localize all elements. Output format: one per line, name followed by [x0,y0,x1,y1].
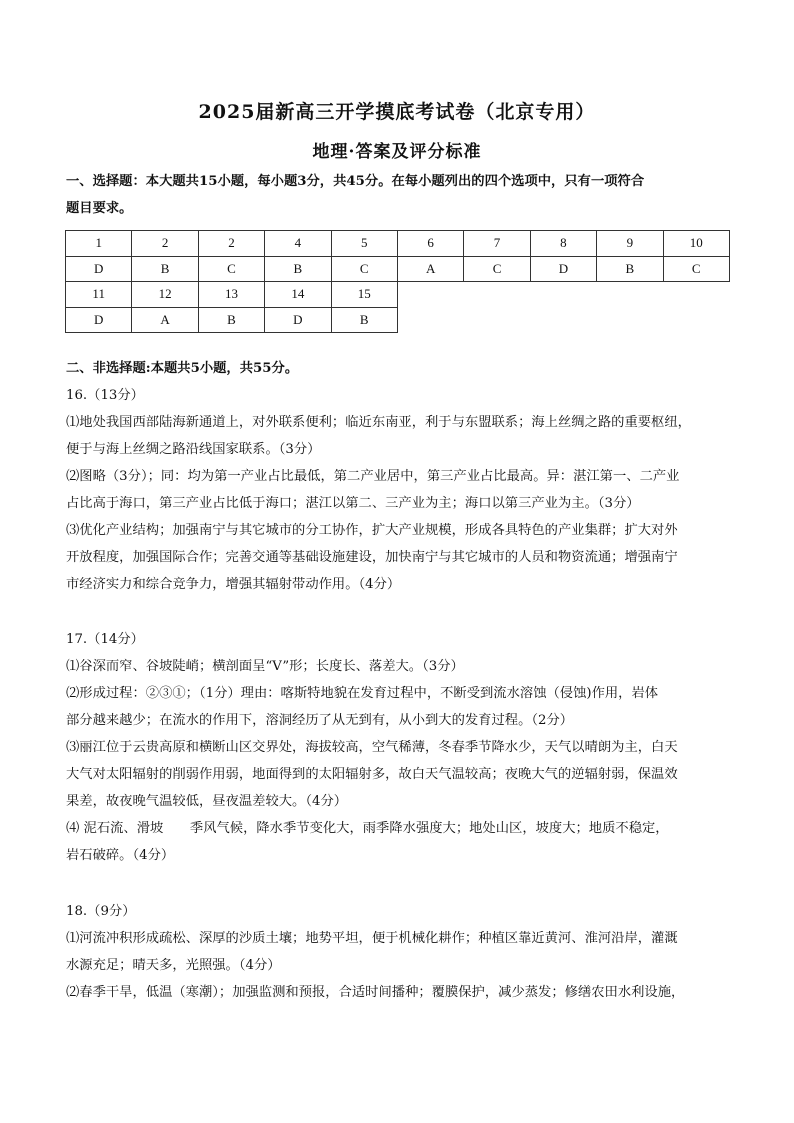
empty-cell [530,282,596,308]
answer-line: 开放程度，加强国际合作；完善交通等基础设施建设，加快南宁与其它城市的人员和物资流通；增强南宁 [66,550,678,565]
answer-cell: A [132,307,198,333]
question-number-cell: 15 [331,282,397,308]
answer-cell: B [265,256,331,282]
answer-cell: D [66,256,132,282]
answer-cell: B [331,307,397,333]
answer-line: 占比高于海口，第三产业占比低于海口；湛江以第二、三产业为主；海口以第三产业为主。（3分） [66,496,640,511]
question-number-cell: 5 [331,231,397,257]
question-number-cell: 11 [66,282,132,308]
answer-line: 水源充足；晴天多，光照强。（4分） [66,958,281,973]
answer-cell: C [464,256,530,282]
question-label: 16.（13分） [66,388,144,403]
answer-line: ⑶丽江位于云贵高原和横断山区交界处，海拔较高，空气稀薄，冬春季节降水少，天气以晴朗为主，白天 [66,740,678,755]
answer-line: ⑴河流冲积形成疏松、深厚的沙质土壤；地势平坦，便于机械化耕作；种植区靠近黄河、淮河沿岸，灌溉 [66,931,678,946]
answer-line: 市经济实力和综合竞争力，增强其辐射带动作用。（4分） [66,577,401,592]
answer-line: 便于与海上丝绸之路沿线国家联系。（3分） [66,442,321,457]
answer-table-number-row [66,231,730,257]
answer-line: ⑵春季干旱，低温（寒潮）；加强监测和预报，合适时间播种；覆膜保护，减少蒸发；修缮农田水利设施， [66,985,685,1000]
answer-line: 岩石破碎。（4分） [66,848,175,863]
section1-heading-line: 一、选择题：本大题共15小题，每小题3分，共45分。在每小题列出的四个选项中，只有一项符合 [66,174,645,189]
answer-line: 部分越来越少；在流水的作用下，溶洞经历了从无到有，从小到大的发育过程。（2分） [66,713,574,728]
answer-cell: C [663,256,729,282]
empty-cell [663,282,729,308]
empty-cell [663,307,729,333]
answer-line: ⑴地处我国西部陆海新通道上，对外联系便利；临近东南亚，利于与东盟联系；海上丝绸之路的重要枢纽， [66,415,691,430]
empty-cell [397,282,463,308]
page-subtitle: 地理·答案及评分标准 [312,142,482,162]
answer-cell: C [198,256,264,282]
question-label: 18.（9分） [66,904,136,919]
answer-table-answer-row [66,256,730,282]
question-number-cell: 9 [597,231,663,257]
answer-table-answer-row [66,307,730,333]
answer-line: 果差，故夜晚气温较低，昼夜温差较大。（4分） [66,794,348,809]
section1-heading [66,168,730,222]
empty-cell [397,307,463,333]
answer-cell: D [66,307,132,333]
answer-cell: D [530,256,596,282]
question-label: 17.（14分） [66,632,144,647]
answer-cell: D [265,307,331,333]
empty-cell [464,307,530,333]
answer-line: 大气对太阳辐射的削弱作用弱，地面得到的太阳辐射多，故白天气温较高；夜晚大气的逆辐射弱，保温效 [66,767,678,782]
empty-cell [464,282,530,308]
answer-cell: B [198,307,264,333]
question-number-cell: 7 [464,231,530,257]
answer-line: ⑵形成过程：②③①；（1分）理由：喀斯特地貌在发育过程中，不断受到流水溶蚀（侵蚀)作用，岩体 [66,686,659,701]
question-number-cell: 2 [132,231,198,257]
question-number-cell: 4 [265,231,331,257]
answer-line: ⑴谷深而窄、谷坡陡峭；横剖面呈“V”形；长度长、落差大。（3分） [66,659,464,674]
question-number-cell: 6 [397,231,463,257]
section2-heading: 二、非选择题:本题共5小题，共55分。 [66,361,299,376]
page-title: 2025届新高三开学摸底考试卷（北京专用） [198,101,596,123]
answer-cell: A [397,256,463,282]
empty-cell [597,307,663,333]
answer-cell: C [331,256,397,282]
question-17 [66,626,730,869]
question-number-cell: 2 [198,231,264,257]
empty-cell [597,282,663,308]
answer-line: ⑶优化产业结构；加强南宁与其它城市的分工协作，扩大产业规模，形成各具特色的产业集群；扩大对外 [66,523,678,538]
question-16 [66,382,730,598]
empty-cell [530,307,596,333]
answer-table-number-row [66,282,730,308]
question-number-cell: 8 [530,231,596,257]
question-number-cell: 10 [663,231,729,257]
question-number-cell: 12 [132,282,198,308]
section1-heading-line: 题目要求。 [66,201,133,216]
question-number-cell: 14 [265,282,331,308]
question-number-cell: 13 [198,282,264,308]
answer-line: ⑷ 泥石流、滑坡 季风气候，降水季节变化大，雨季降水强度大；地处山区，坡度大；地质不稳定， [66,821,669,836]
answer-table [65,230,730,333]
question-18 [66,898,730,1006]
answer-cell: B [132,256,198,282]
question-number-cell: 1 [66,231,132,257]
answer-cell: B [597,256,663,282]
answer-line: ⑵图略（3分）；同：均为第一产业占比最低，第二产业居中，第三产业占比最高。异：湛江第一、二产业 [66,469,680,484]
